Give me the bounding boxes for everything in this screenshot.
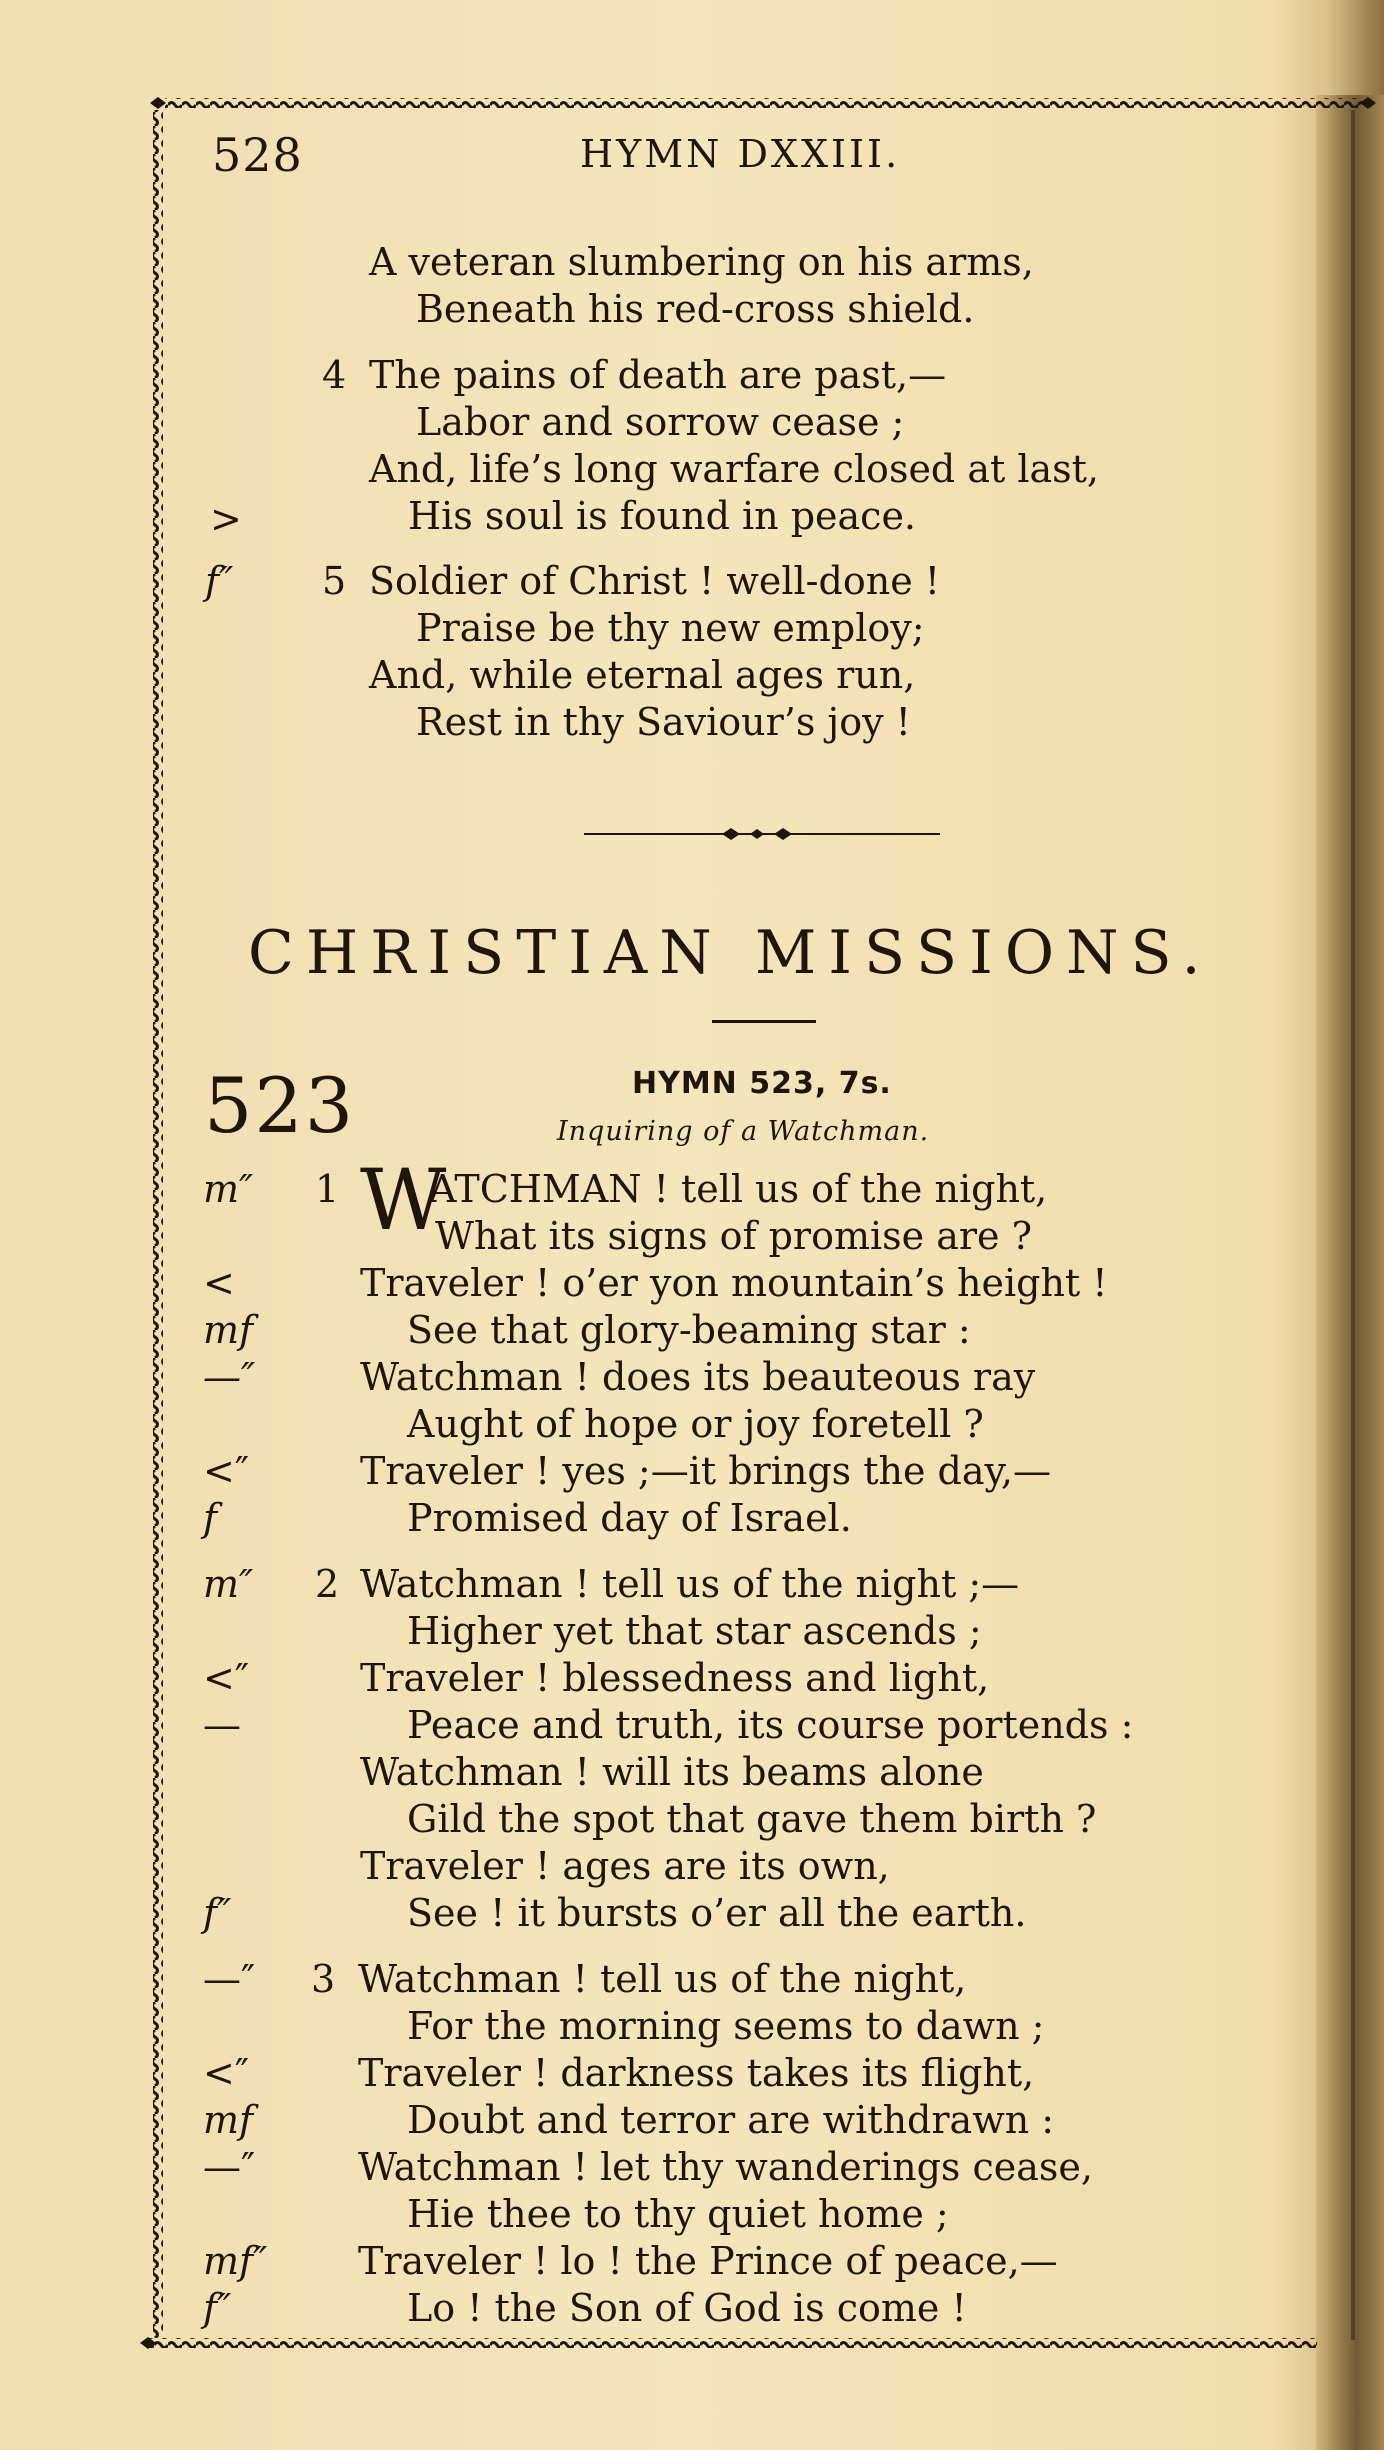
stanza-number: 2 (315, 1562, 340, 1606)
verse-line: See that glory-beaming star : (407, 1308, 971, 1352)
dynamics-mark: < (203, 1261, 235, 1305)
verse-line: See ! it bursts o’er all the earth. (407, 1891, 1027, 1935)
verse-line: Beneath his red-cross shield. (416, 287, 975, 331)
running-head: HYMN DXXIII. (580, 132, 901, 176)
dynamics-mark: <″ (203, 1449, 250, 1493)
verse-line: Watchman ! let thy wanderings cease, (358, 2145, 1093, 2189)
verse-line: Watchman ! tell us of the night, (358, 1957, 967, 2001)
verse-line: Traveler ! lo ! the Prince of peace,— (358, 2239, 1058, 2283)
drop-cap: W (360, 1151, 447, 1249)
verse-line: And, life’s long warfare closed at last, (369, 447, 1099, 491)
verse-line: The pains of death are past,— (369, 353, 947, 397)
verse-line: Gild the spot that gave them birth ? (407, 1797, 1097, 1841)
verse-line: Traveler ! ages are its own, (360, 1844, 890, 1888)
verse-line: Traveler ! yes ;—it brings the day,— (360, 1449, 1052, 1493)
verse-line: For the morning seems to dawn ; (407, 2004, 1045, 2048)
verse-line: Labor and sorrow cease ; (416, 400, 905, 444)
verse-line: Praise be thy new employ; (416, 606, 925, 650)
verse-line: Doubt and terror are withdrawn : (407, 2098, 1055, 2142)
hymn-subtitle: Inquiring of a Watchman. (557, 1116, 930, 1147)
verse-line: Soldier of Christ ! well-done ! (369, 559, 941, 603)
verse-line: What its signs of promise are ? (435, 1214, 1032, 1258)
hymn-heading: HYMN 523, 7s. (632, 1066, 892, 1101)
verse-line: Traveler ! darkness takes its flight, (358, 2051, 1035, 2095)
verse-line: ATCHMAN ! tell us of the night, (429, 1167, 1048, 1211)
verse-line: Traveler ! o’er yon mountain’s height ! (360, 1261, 1108, 1305)
dynamics-mark: f″ (203, 1891, 232, 1935)
verse-line: Higher yet that star ascends ; (407, 1609, 982, 1653)
verse-line: Traveler ! blessedness and light, (360, 1656, 990, 1700)
verse-line: Aught of hope or joy foretell ? (407, 1402, 984, 1446)
title-rule (712, 1020, 816, 1023)
dynamics-mark: —″ (203, 1957, 256, 2001)
verse-line: A veteran slumbering on his arms, (369, 240, 1034, 284)
ornament-divider (584, 824, 940, 844)
dynamics-mark: f″ (203, 2286, 232, 2330)
verse-line: Peace and truth, its course portends : (407, 1703, 1134, 1747)
verse-line: Watchman ! does its beauteous ray (360, 1355, 1036, 1399)
verse-line: Watchman ! tell us of the night ;— (360, 1562, 1020, 1606)
stanza-number: 5 (322, 559, 347, 603)
dynamics-mark: mf (203, 1308, 254, 1352)
dynamics-mark: f (203, 1496, 218, 1540)
dynamics-mark: <″ (203, 1656, 250, 1700)
verse-line: Watchman ! will its beams alone (360, 1750, 984, 1794)
dynamics-mark: mf″ (203, 2239, 268, 2283)
hymn-number: 523 (204, 1061, 356, 1150)
verse-line: Lo ! the Son of God is come ! (407, 2286, 967, 2330)
verse-line: His soul is found in peace. (408, 494, 917, 538)
dynamics-mark: m″ (203, 1167, 254, 1211)
dynamics-mark: — (203, 1703, 241, 1747)
page-number: 528 (212, 128, 303, 182)
dynamics-mark: —″ (203, 2145, 256, 2189)
verse-line: Hie thee to thy quiet home ; (407, 2192, 949, 2236)
dynamics-mark: <″ (203, 2051, 250, 2095)
dynamics-mark: m″ (203, 1562, 254, 1606)
section-title: CHRISTIAN MISSIONS. (248, 918, 1213, 988)
dynamics-mark: —″ (203, 1355, 256, 1399)
verse-line: Rest in thy Saviour’s joy ! (416, 700, 911, 744)
verse-line: And, while eternal ages run, (369, 653, 916, 697)
stanza-number: 4 (322, 353, 347, 397)
dynamics-mark: f″ (205, 559, 234, 603)
dynamics-mark: mf (203, 2098, 254, 2142)
dynamics-mark: > (210, 497, 242, 541)
stanza-number: 1 (315, 1167, 340, 1211)
stanza-number: 3 (311, 1957, 336, 2001)
verse-line: Promised day of Israel. (407, 1496, 852, 1540)
